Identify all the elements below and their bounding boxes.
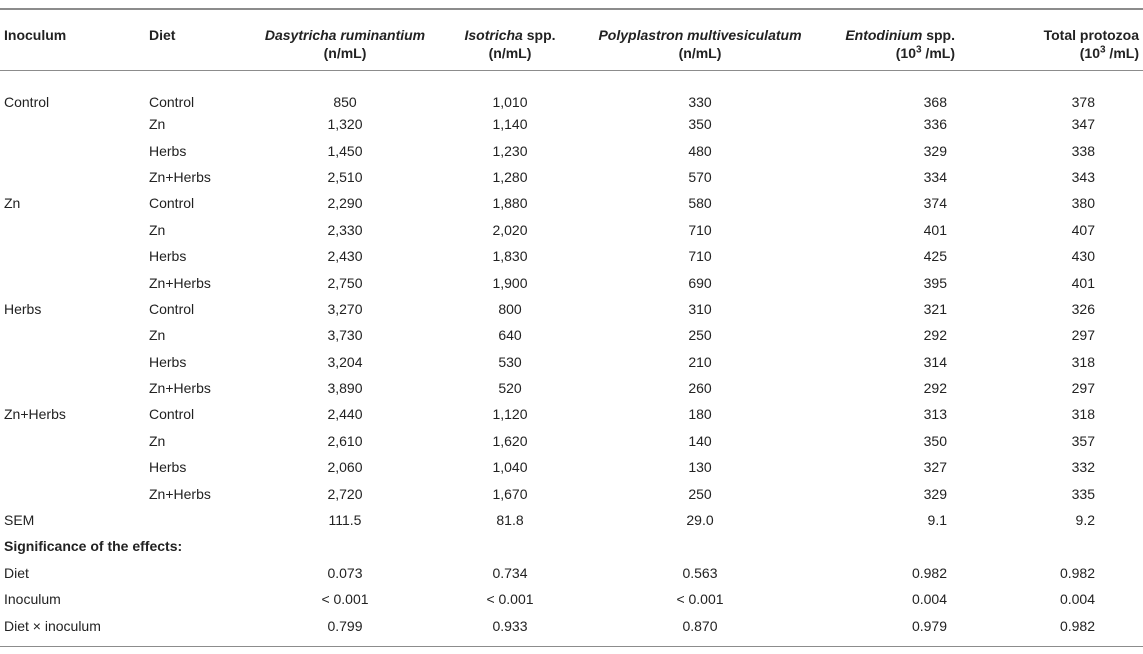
cell-dasy: 2,720 bbox=[327, 485, 363, 502]
cell-iso: 1,830 bbox=[492, 248, 528, 265]
table-row bbox=[0, 296, 1143, 322]
cell-total: 357 bbox=[1071, 432, 1095, 449]
significance-ento: 0.982 bbox=[911, 564, 947, 581]
cell-iso: 1,620 bbox=[492, 432, 528, 449]
cell-dasy: 2,330 bbox=[327, 221, 363, 238]
header-entodinium-spp: spp. bbox=[926, 27, 955, 43]
cell-poly: 690 bbox=[688, 274, 712, 291]
cell-inoculum bbox=[0, 269, 145, 295]
header-polyplastron-unit: (n/mL) bbox=[678, 45, 722, 61]
cell-poly: 210 bbox=[688, 353, 712, 370]
table-body bbox=[0, 71, 1143, 639]
cell-dasy: 2,440 bbox=[327, 406, 363, 423]
table-row bbox=[0, 111, 1143, 137]
significance-dasy: < 0.001 bbox=[321, 591, 369, 608]
cell-ento: 314 bbox=[923, 353, 947, 370]
significance-ento: 0.979 bbox=[911, 617, 947, 634]
significance-heading-row bbox=[0, 533, 1143, 559]
cell-diet: Zn bbox=[149, 327, 166, 344]
cell-diet: Zn+Herbs bbox=[149, 380, 211, 397]
cell-iso: 1,010 bbox=[492, 94, 528, 110]
significance-row bbox=[0, 560, 1143, 586]
cell-iso: 1,120 bbox=[492, 406, 528, 423]
cell-ento: 334 bbox=[923, 168, 947, 185]
header-entodinium-name: Entodinium bbox=[845, 27, 923, 43]
cell-iso: 530 bbox=[498, 353, 522, 370]
cell-total: 318 bbox=[1071, 406, 1095, 423]
cell-diet: Zn bbox=[149, 432, 166, 449]
cell-poly: 570 bbox=[688, 168, 712, 185]
significance-heading: Significance of the effects: bbox=[4, 538, 183, 555]
cell-dasy: 2,430 bbox=[327, 248, 363, 265]
cell-diet: Zn bbox=[149, 221, 166, 238]
significance-iso: 0.933 bbox=[492, 617, 528, 634]
cell-inoculum bbox=[0, 349, 145, 375]
significance-total: 0.004 bbox=[1059, 591, 1095, 608]
significance-total: 0.982 bbox=[1059, 617, 1095, 634]
cell-ento: 313 bbox=[923, 406, 947, 423]
cell-diet: Herbs bbox=[149, 353, 187, 370]
cell-poly: 140 bbox=[688, 432, 712, 449]
significance-ento: 0.004 bbox=[911, 591, 947, 608]
cell-diet: Zn bbox=[149, 116, 166, 133]
table-row bbox=[0, 401, 1143, 427]
cell-dasy: 2,060 bbox=[327, 459, 363, 476]
cell-poly: 710 bbox=[688, 248, 712, 265]
cell-inoculum bbox=[0, 480, 145, 506]
cell-dasy: 3,730 bbox=[327, 327, 363, 344]
bottom-rule bbox=[0, 646, 1143, 647]
cell-ento: 292 bbox=[923, 380, 947, 397]
header-total-unit-post: /mL) bbox=[1105, 45, 1139, 61]
cell-ento: 292 bbox=[923, 327, 947, 344]
cell-total: 297 bbox=[1071, 327, 1095, 344]
cell-iso: 1,140 bbox=[492, 116, 528, 133]
cell-poly: 710 bbox=[688, 221, 712, 238]
cell-inoculum: Zn+Herbs bbox=[4, 406, 66, 423]
table-row bbox=[0, 71, 1143, 112]
sem-iso: 81.8 bbox=[496, 512, 524, 529]
cell-dasy: 2,750 bbox=[327, 274, 363, 291]
sem-label: SEM bbox=[4, 512, 35, 529]
cell-inoculum: Zn bbox=[4, 195, 21, 212]
cell-inoculum: Herbs bbox=[4, 300, 42, 317]
cell-inoculum bbox=[0, 375, 145, 401]
sem-poly: 29.0 bbox=[686, 512, 714, 529]
table-row bbox=[0, 137, 1143, 163]
significance-row bbox=[0, 586, 1143, 612]
cell-poly: 250 bbox=[688, 327, 712, 344]
header-entodinium-unit-pre: (10 bbox=[895, 45, 916, 61]
cell-total: 407 bbox=[1071, 221, 1095, 238]
cell-total: 343 bbox=[1071, 168, 1095, 185]
cell-ento: 329 bbox=[923, 142, 947, 159]
sem-empty bbox=[145, 507, 245, 533]
cell-diet: Zn+Herbs bbox=[149, 168, 211, 185]
table-row bbox=[0, 243, 1143, 269]
cell-ento: 321 bbox=[923, 300, 947, 317]
cell-ento: 329 bbox=[923, 485, 947, 502]
significance-iso: 0.734 bbox=[492, 564, 528, 581]
cell-diet: Zn+Herbs bbox=[149, 485, 211, 502]
header-total-unit-exp: 3 bbox=[1099, 44, 1106, 56]
cell-poly: 350 bbox=[688, 116, 712, 133]
header-diet: Diet bbox=[149, 27, 176, 43]
table-row bbox=[0, 375, 1143, 401]
cell-dasy: 3,890 bbox=[327, 380, 363, 397]
cell-diet: Control bbox=[149, 406, 195, 423]
cell-total: 380 bbox=[1071, 195, 1095, 212]
cell-iso: 1,040 bbox=[492, 459, 528, 476]
header-dasytricha-name: Dasytricha ruminantium bbox=[264, 27, 426, 43]
cell-inoculum bbox=[0, 322, 145, 348]
cell-iso: 1,230 bbox=[492, 142, 528, 159]
table-row bbox=[0, 217, 1143, 243]
cell-ento: 395 bbox=[923, 274, 947, 291]
cell-poly: 330 bbox=[688, 94, 712, 110]
cell-dasy: 2,610 bbox=[327, 432, 363, 449]
header-polyplastron bbox=[575, 20, 825, 71]
significance-dasy: 0.073 bbox=[327, 564, 363, 581]
cell-inoculum bbox=[0, 111, 145, 137]
cell-dasy: 1,450 bbox=[327, 142, 363, 159]
significance-label: Diet bbox=[4, 564, 29, 581]
header-entodinium-unit-post: /mL) bbox=[921, 45, 955, 61]
cell-iso: 1,670 bbox=[492, 485, 528, 502]
significance-iso: < 0.001 bbox=[486, 591, 534, 608]
header-total bbox=[995, 20, 1143, 71]
significance-poly: 0.870 bbox=[682, 617, 718, 634]
sem-ento: 9.1 bbox=[927, 512, 947, 529]
header-isotricha-spp: spp. bbox=[526, 27, 556, 43]
header-total-name: Total protozoa bbox=[1043, 27, 1139, 43]
cell-total: 335 bbox=[1071, 485, 1095, 502]
cell-dasy: 2,290 bbox=[327, 195, 363, 212]
table-row bbox=[0, 349, 1143, 375]
header-polyplastron-name: Polyplastron multivesiculatum bbox=[598, 27, 802, 43]
significance-label: Inoculum bbox=[4, 591, 61, 608]
cell-inoculum: Control bbox=[4, 94, 50, 110]
cell-total: 318 bbox=[1071, 353, 1095, 370]
cell-dasy: 1,320 bbox=[327, 116, 363, 133]
cell-inoculum bbox=[0, 428, 145, 454]
cell-total: 326 bbox=[1071, 300, 1095, 317]
header-isotricha bbox=[445, 20, 575, 71]
header-dasytricha bbox=[245, 20, 445, 71]
cell-total: 378 bbox=[1071, 94, 1095, 110]
cell-inoculum bbox=[0, 137, 145, 163]
cell-inoculum bbox=[0, 217, 145, 243]
cell-diet: Control bbox=[149, 94, 195, 110]
cell-iso: 640 bbox=[498, 327, 522, 344]
header-isotricha-unit: (n/mL) bbox=[488, 45, 532, 61]
table-row bbox=[0, 480, 1143, 506]
table-row bbox=[0, 322, 1143, 348]
cell-total: 332 bbox=[1071, 459, 1095, 476]
significance-label: Diet × inoculum bbox=[4, 617, 101, 634]
cell-poly: 310 bbox=[688, 300, 712, 317]
cell-inoculum bbox=[0, 454, 145, 480]
significance-poly: < 0.001 bbox=[676, 591, 724, 608]
cell-ento: 425 bbox=[923, 248, 947, 265]
top-rule bbox=[0, 8, 1143, 10]
table-row bbox=[0, 454, 1143, 480]
table-row bbox=[0, 269, 1143, 295]
cell-dasy: 2,510 bbox=[327, 168, 363, 185]
header-inoculum: Inoculum bbox=[4, 27, 67, 43]
table-row bbox=[0, 190, 1143, 216]
cell-diet: Herbs bbox=[149, 459, 187, 476]
significance-dasy: 0.799 bbox=[327, 617, 363, 634]
sem-row bbox=[0, 507, 1143, 533]
cell-total: 297 bbox=[1071, 380, 1095, 397]
sem-dasy: 111.5 bbox=[328, 512, 362, 529]
cell-poly: 130 bbox=[688, 459, 712, 476]
cell-poly: 480 bbox=[688, 142, 712, 159]
significance-poly: 0.563 bbox=[682, 564, 718, 581]
header-isotricha-name: Isotricha bbox=[464, 27, 523, 43]
significance-row bbox=[0, 612, 1143, 638]
cell-total: 401 bbox=[1071, 274, 1095, 291]
cell-iso: 1,280 bbox=[492, 168, 528, 185]
cell-diet: Control bbox=[149, 195, 195, 212]
cell-iso: 1,880 bbox=[492, 195, 528, 212]
cell-total: 338 bbox=[1071, 142, 1095, 159]
cell-poly: 580 bbox=[688, 195, 712, 212]
cell-poly: 260 bbox=[688, 380, 712, 397]
header-entodinium bbox=[825, 20, 995, 71]
cell-dasy: 3,204 bbox=[327, 353, 363, 370]
cell-ento: 401 bbox=[923, 221, 947, 238]
sem-total: 9.2 bbox=[1075, 512, 1095, 529]
cell-poly: 250 bbox=[688, 485, 712, 502]
cell-ento: 327 bbox=[923, 459, 947, 476]
cell-ento: 374 bbox=[923, 195, 947, 212]
protozoa-table bbox=[0, 20, 1143, 639]
cell-poly: 180 bbox=[688, 406, 712, 423]
table-row bbox=[0, 428, 1143, 454]
cell-diet: Zn+Herbs bbox=[149, 274, 211, 291]
header-entodinium-unit-exp: 3 bbox=[915, 44, 922, 56]
cell-diet: Herbs bbox=[149, 248, 187, 265]
cell-total: 347 bbox=[1071, 116, 1095, 133]
cell-iso: 2,020 bbox=[492, 221, 528, 238]
cell-diet: Herbs bbox=[149, 142, 187, 159]
cell-inoculum bbox=[0, 164, 145, 190]
header-dasytricha-unit: (n/mL) bbox=[323, 45, 367, 61]
cell-total: 430 bbox=[1071, 248, 1095, 265]
cell-dasy: 850 bbox=[333, 94, 357, 110]
header-row bbox=[0, 20, 1143, 71]
cell-dasy: 3,270 bbox=[327, 300, 363, 317]
cell-iso: 800 bbox=[498, 300, 522, 317]
cell-inoculum bbox=[0, 243, 145, 269]
cell-iso: 1,900 bbox=[492, 274, 528, 291]
significance-total: 0.982 bbox=[1059, 564, 1095, 581]
cell-diet: Control bbox=[149, 300, 195, 317]
cell-ento: 350 bbox=[923, 432, 947, 449]
cell-ento: 368 bbox=[923, 94, 947, 110]
header-total-unit-pre: (10 bbox=[1079, 45, 1100, 61]
cell-iso: 520 bbox=[498, 380, 522, 397]
table-row bbox=[0, 164, 1143, 190]
cell-ento: 336 bbox=[923, 116, 947, 133]
